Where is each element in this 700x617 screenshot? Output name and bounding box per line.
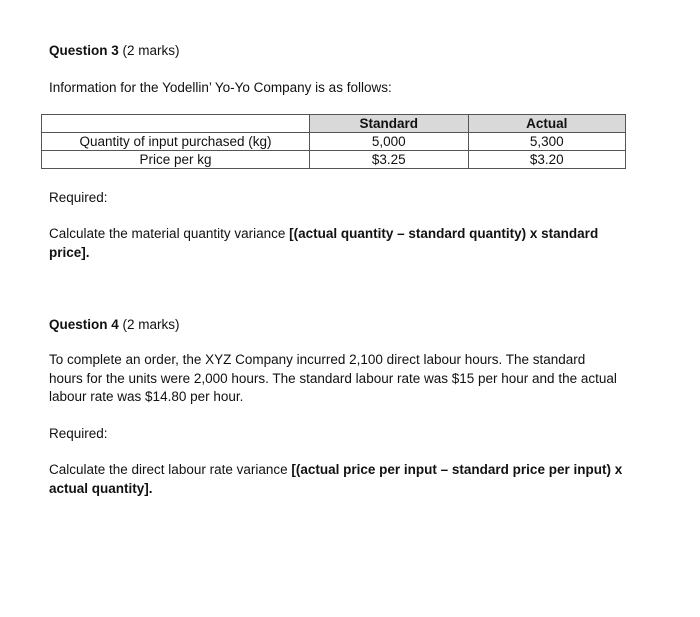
question-4-marks: (2 marks) xyxy=(118,317,180,332)
table-row xyxy=(42,151,626,169)
table-cell-standard: 5,000 xyxy=(310,133,469,151)
question-3-task-formula: [(actual quantity – standard quantity) x standard xyxy=(289,226,599,241)
question-4-task-line-1 xyxy=(49,461,622,479)
question-3-task-line-1 xyxy=(49,225,598,243)
table-row-label: Price per kg xyxy=(42,151,310,169)
question-3-task-lead: Calculate the material quantity variance xyxy=(49,226,290,241)
question-4-task-formula: [(actual price per input – standard price per input) x xyxy=(291,462,623,477)
table-header-blank xyxy=(42,115,310,133)
table-cell-actual: $3.20 xyxy=(468,151,625,169)
table-cell-actual: 5,300 xyxy=(468,133,625,151)
question-4-body-line-1: To complete an order, the XYZ Company incurred 2,100 direct labour hours. The standard xyxy=(49,352,586,367)
table-header-row xyxy=(42,115,626,133)
question-4-title: Question 4 xyxy=(49,317,119,332)
question-3-required-label: Required: xyxy=(49,190,108,205)
question-4-body-line-3: labour rate was $14.80 per hour. xyxy=(49,389,244,404)
table-header-standard: Standard xyxy=(310,115,469,133)
question-4-heading xyxy=(49,316,180,334)
question-4-task-line-2: actual quantity]. xyxy=(49,481,153,496)
question-3-task-line-2: price]. xyxy=(49,245,90,260)
question-4-required-label: Required: xyxy=(49,426,108,441)
table-row xyxy=(42,133,626,151)
question-3-heading xyxy=(49,42,180,60)
table-cell-standard: $3.25 xyxy=(310,151,469,169)
table-row-label: Quantity of input purchased (kg) xyxy=(42,133,310,151)
table-header-actual: Actual xyxy=(468,115,625,133)
question-3-intro: Information for the Yodellin’ Yo-Yo Company is as follows: xyxy=(49,80,392,95)
question-4-body-line-2: hours for the units were 2,000 hours. The standard labour rate was $15 per hour and the actual xyxy=(49,371,617,386)
question-3-marks: (2 marks) xyxy=(118,43,180,58)
question-3-title: Question 3 xyxy=(49,43,119,58)
variance-data-table xyxy=(41,114,626,169)
question-4-task-lead: Calculate the direct labour rate variance xyxy=(49,462,292,477)
